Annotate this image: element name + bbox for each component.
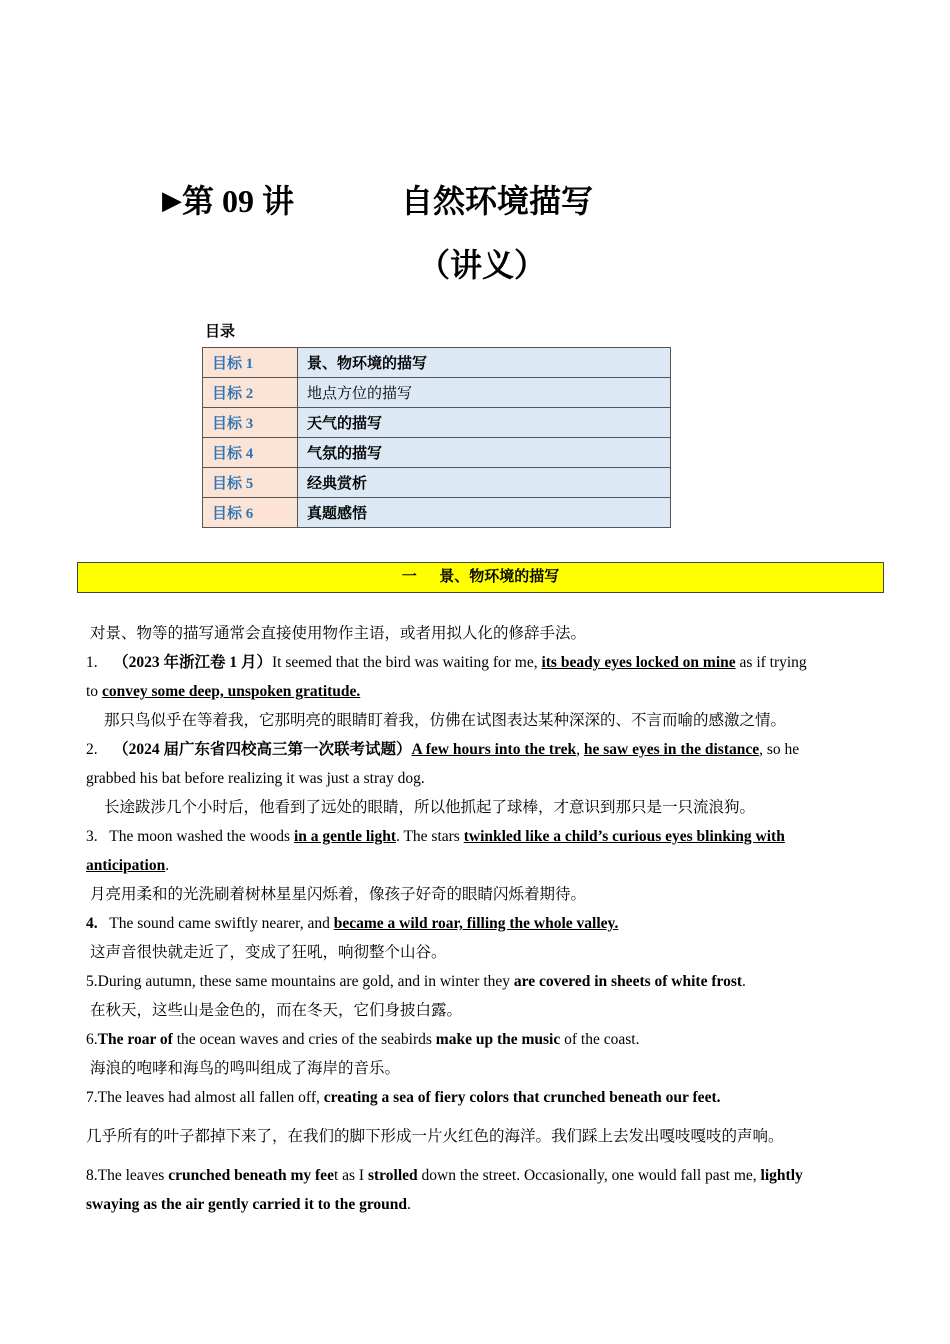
section-banner: [77, 562, 884, 593]
example-8-line-1: 8.The leaves crunched beneath my feet as I strolled down the street. Occasionally, one would fall past me, lightly: [86, 1167, 803, 1184]
intro-text: 对景、物等的描写通常会直接使用物作主语，或者用拟人化的修辞手法。: [90, 625, 587, 642]
example-3-translation: 月亮用柔和的光洗刷着树林星星闪烁着，像孩子好奇的眼睛闪烁着期待。: [90, 886, 587, 903]
toc-value: 景、物环境的描写: [298, 348, 671, 378]
example-6-line-1: 6.The roar of the ocean waves and cries of the seabirds make up the music of the coast.: [86, 1031, 640, 1048]
example-1-line-1: 1. （2023 年浙江卷 1 月）It seemed that the bird was waiting for me, its beady eyes locked on mine as if trying: [86, 654, 807, 671]
example-1-line-2: to convey some deep, unspoken gratitude.: [86, 683, 361, 700]
example-2-line-1: 2. （2024 届广东省四校高三第一次联考试题）A few hours into the trek, he saw eyes in the distance, so he: [86, 741, 800, 758]
example-source: （2024 届广东省四校高三第一次联考试题）: [113, 741, 412, 758]
toc-row[interactable]: [203, 468, 671, 498]
lecture-title: [162, 176, 294, 222]
toc-row[interactable]: [203, 498, 671, 528]
example-3-line-2: anticipation.: [86, 857, 170, 874]
toc-value: 经典赏析: [298, 468, 671, 498]
triangle-marker-icon: ▶: [162, 186, 182, 215]
example-2-line-2: grabbed his bat before realizing it was just a stray dog.: [86, 770, 425, 787]
example-2-translation: 长途跋涉几个小时后，他看到了远处的眼睛，所以他抓起了球棒，才意识到那只是一只流浪狗。: [104, 799, 756, 816]
lecture-subtitle: （讲义）: [418, 247, 547, 283]
section-title: 景、物环境的描写: [439, 569, 560, 585]
example-1-translation: 那只鸟似乎在等着我，它那明亮的眼睛盯着我，仿佛在试图表达某种深深的、不言而喻的感激之情。: [104, 712, 787, 729]
example-5-line-1: 5.During autumn, these same mountains are gold, and in winter they are covered in sheets of white frost.: [86, 973, 746, 990]
example-6-translation: 海浪的咆哮和海鸟的鸣叫组成了海岸的音乐。: [90, 1060, 401, 1077]
toc-key: 目标 4: [203, 438, 298, 468]
toc-value: 气氛的描写: [298, 438, 671, 468]
lecture-number: 第 09 讲: [182, 183, 295, 219]
toc-value: 真题感悟: [298, 498, 671, 528]
toc-row[interactable]: [203, 408, 671, 438]
toc-key: 目标 2: [203, 378, 298, 408]
toc-label: 目录: [205, 324, 236, 340]
toc-key: 目标 3: [203, 408, 298, 438]
toc-key: 目标 5: [203, 468, 298, 498]
example-3-line-1: 3. The moon washed the woods in a gentle light. The stars twinkled like a child’s curious eyes blinking with: [86, 828, 785, 845]
example-7-translation: 几乎所有的叶子都掉下来了，在我们的脚下形成一片火红色的海洋。我们踩上去发出嘎吱嘎吱的声响。: [86, 1128, 784, 1145]
section-number: 一: [401, 569, 417, 585]
example-4-line-1: 4. The sound came swiftly nearer, and became a wild roar, filling the whole valley.: [86, 915, 619, 932]
toc-key: 目标 6: [203, 498, 298, 528]
lecture-topic: 自然环境描写: [401, 183, 594, 219]
toc-value: 天气的描写: [298, 408, 671, 438]
toc-value: 地点方位的描写: [298, 378, 671, 408]
example-8-line-2: swaying as the air gently carried it to the ground.: [86, 1196, 411, 1213]
toc-row[interactable]: [203, 438, 671, 468]
example-source: （2023 年浙江卷 1 月）: [113, 654, 273, 671]
toc-key: 目标 1: [203, 348, 298, 378]
toc-row[interactable]: [203, 348, 671, 378]
toc-table: [202, 347, 671, 528]
example-7-line-1: 7.The leaves had almost all fallen off, creating a sea of fiery colors that crunched beneath our feet.: [86, 1089, 721, 1106]
toc-row[interactable]: [203, 378, 671, 408]
example-5-translation: 在秋天，这些山是金色的，而在冬天，它们身披白露。: [90, 1002, 463, 1019]
example-4-translation: 这声音很快就走近了，变成了狂吼，响彻整个山谷。: [90, 944, 447, 961]
